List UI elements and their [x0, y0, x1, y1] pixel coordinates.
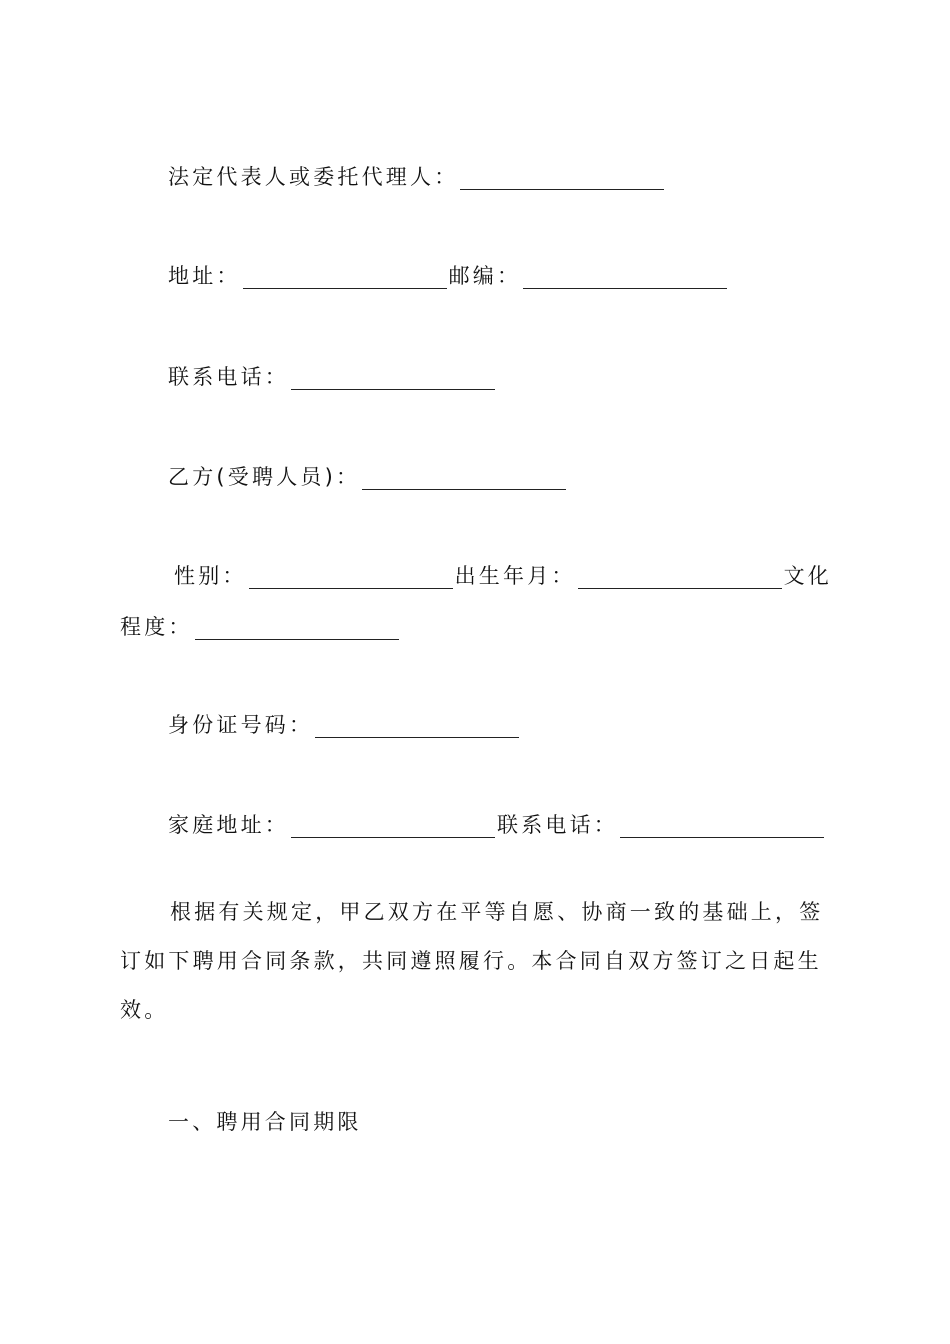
home-address-line [168, 812, 826, 838]
party-b-line [168, 464, 568, 490]
gender-blank [249, 566, 453, 589]
birth-date-blank [578, 566, 782, 589]
address-blank [243, 266, 447, 289]
id-number-blank [315, 715, 519, 738]
party-b-blank [362, 467, 566, 490]
home-phone-label: 联系电话： [497, 813, 618, 837]
gender-label: 性别： [174, 564, 247, 588]
intro-paragraph: 根据有关规定，甲乙双方在平等自愿、协商一致的基础上，签订如下聘用合同条款，共同遵照履行。本合同自双方签订之日起生效。 [120, 900, 824, 1022]
legal-representative-label: 法定代表人或委托代理人： [168, 165, 459, 189]
education-label-start: 文化 [783, 564, 833, 588]
gender-birth-line [174, 563, 832, 589]
education-blank [195, 617, 399, 640]
postcode-blank [523, 266, 727, 289]
address-line [168, 263, 729, 289]
contact-phone-label: 联系电话： [168, 365, 289, 389]
education-line [120, 614, 401, 640]
id-number-label: 身份证号码： [168, 713, 314, 737]
contact-phone-blank [291, 367, 495, 390]
id-number-line [168, 712, 521, 738]
birth-date-label: 出生年月： [454, 564, 576, 588]
address-label: 地址： [168, 264, 241, 288]
home-address-label: 家庭地址： [168, 813, 289, 837]
legal-representative-line [168, 164, 666, 190]
home-address-blank [291, 815, 495, 838]
party-b-label: 乙方(受聘人员)： [168, 465, 361, 489]
postcode-label: 邮编： [448, 264, 522, 288]
contact-phone-line [168, 364, 497, 390]
home-phone-blank [620, 815, 824, 838]
section-heading: 一、聘用合同期限 [168, 1110, 362, 1134]
education-label-end: 程度： [120, 615, 193, 639]
legal-representative-blank [460, 167, 664, 190]
